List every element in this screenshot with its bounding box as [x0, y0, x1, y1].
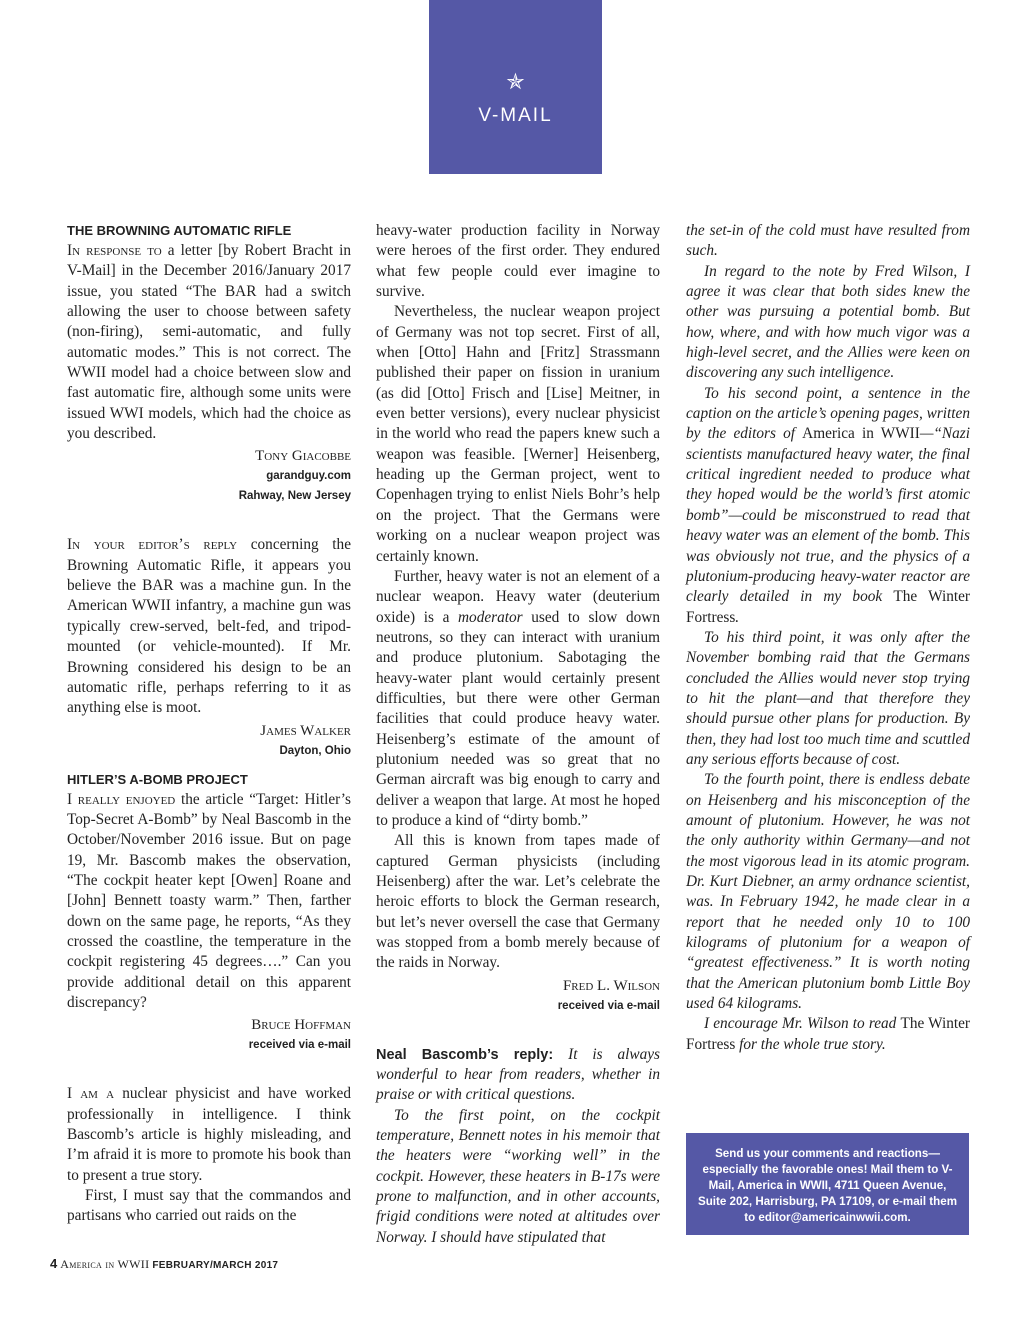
signature-website: garandguy.com [266, 470, 351, 483]
reply-paragraph: To the fourth point, there is endless debate on Heisenberg and his misconception of the amount of plutonium. However, he was not the only authority within Germany—and not the most vigorous lead in its atomic program. Dr. Kurt Diebner, an army ordnance scientist, was. In February 1942, he made clear in a report that he needed only 10 to 100 kilograms of plutonium for a weapon of “greatest effectiveness.” It is worth noting that the American plutonium bomb Little Boy used 64 kilograms. [686, 771, 970, 1013]
column-1 [67, 221, 351, 1227]
letter-paragraph: All this is known from tapes made of captured German physicists (including Heisenberg) after the war. Let’s celebrate the heroic efforts to block the German research, but let’s never oversell the case that Germany was stopped from a bomb merely because of the raids in Norway. [376, 832, 660, 972]
text-run: It is always wonderful to hear from readers, whether in praise or with critical questions. [376, 1045, 661, 1104]
reply-paragraph [686, 384, 970, 628]
reply-paragraph: the set-in of the cold must have resulted from such. [686, 222, 970, 260]
page-footer [50, 1256, 278, 1274]
signature-name: Tony Giacobbe [255, 448, 351, 465]
letter-body: concerning the Browning Automatic Rifle, it appears you believe the BAR was a machine gun. In the American WWII infantry, a machine gun was typically crew-served, belt-fed, and tripod-mounted (or vehicle-mounted). If Mr. Browning considered his design to be an automatic rifle, perhaps referring to it as anything else is moot. [67, 536, 351, 717]
letter-lead: I really enjoyed [67, 790, 176, 808]
letter-lead: In response to [67, 242, 162, 259]
reply-paragraph: To his third point, it was only after the November bombing raid that the Germans concluded the Allies would never stop trying to hit the plant—and that therefore they should pursue other plans for production. By then, they had lost too much time and scuttled any serious efforts because of cost. [686, 628, 970, 768]
page-number: 4 [50, 1256, 58, 1271]
column-3 [686, 221, 970, 1055]
text-run: used to slow down neutrons, so they can interact with uranium and produce plutonium. Sabotaging the heavy-water plant would certainly present difficulties, but there were other German facilities that could produce heavy water. Heisenberg’s estimate of the amount of plutonium needed was so great that no German aircraft was big enough to carry and deliver a weapon that large. At most he hoped to produce a kind of “dirty bomb.” [376, 608, 660, 829]
letter-paragraph: First, I must say that the commandos and partisans who carried out raids on the [67, 1187, 351, 1225]
column-2 [376, 221, 660, 1248]
book-title: The Winter Fortress [686, 1015, 970, 1053]
letter-paragraph [376, 567, 660, 831]
letter-walker [67, 535, 351, 718]
signature-source: received via e-mail [248, 1039, 351, 1052]
letter-lead: I am a [67, 1085, 115, 1103]
letter-hoffman [67, 790, 351, 1014]
signature-name: Bruce Hoffman [251, 1017, 351, 1034]
author-reply [376, 1045, 660, 1106]
letter-giacobbe [67, 241, 351, 444]
heading-abomb-project: HITLER’S A-BOMB PROJECT [67, 771, 248, 787]
letter-paragraph: Nevertheless, the nuclear weapon project of Germany was not top secret. First of all, when [Otto] Hahn and [Fritz] Strassmann published their paper on fission in uranium (as did [Otto] Frisch and [Lise] Meitner, in even better versions), every nuclear physicist in the world who read the papers knew such a weapon was feasible. [Werner] Heisenberg, heading up the German project, went to Copenhagen trying to enlist Niels Bohr’s help on the project. That the Germans were working on a nuclear weapon project was certainly known. [376, 303, 660, 565]
magazine-name: America in WWII [60, 1257, 150, 1271]
signature-location: Dayton, Ohio [279, 744, 351, 757]
text-run: —“Nazi scientists manufactured heavy water, the final critical ingredient needed to produce what they hoped would be the world’s first atomic bomb”—could be misconstrued to read that heavy water was an element of the bomb. This was obviously not true, and the physics of a plutonium-producing heavy-water reactor are clearly detailed in my book [686, 425, 970, 606]
text-run: for the whole true story. [735, 1035, 886, 1053]
signature-name: James Walker [260, 722, 351, 739]
letter-body: a letter [by Robert Bracht in V-Mail] in the December 2016/January 2017 issue, you stated “The BAR had a switch allowing the user to choose between safety (non-firing), semi-automatic, and fully automatic modes.” This is not correct. The WWII model had a choice between slow and fast automatic fire, although some units were issued WWI models, which had the choice as you described. [67, 242, 352, 443]
text-run: I encourage Mr. Wilson to read [704, 1015, 901, 1033]
star-icon: ✯ [506, 70, 525, 95]
letter-lead: In your editor’s reply [67, 536, 238, 554]
letter-body: nuclear physicist and have worked professionally in intelligence. I think Bascomb’s article is highly misleading, and I’m afraid it is more to promote his book than to present a true story. [67, 1085, 351, 1184]
emphasis-moderator: moderator [458, 608, 523, 626]
vmail-banner [429, 0, 602, 174]
reply-paragraph: To the first point, on the cockpit temperature, Bennett notes in his memoir that the heaters were “working well” in the cockpit. However, these heaters in B-17s were prone to malfunction, and in other accounts, frigid conditions were noted at altitudes over Norway. I should have stipulated that [376, 1106, 660, 1246]
signature-name: Fred L. Wilson [562, 977, 660, 994]
magazine-title: America in WWII [802, 425, 920, 443]
letter-body: the article “Target: Hitler’s Top-Secret A-Bomb” by Neal Bascomb in the October/November 2016 issue. But on page 19, Mr. Bascomb makes the observation, “The cockpit heater kept [Owen] Roane and [John] Bennett toasty warm.” Then, farther down on the same page, he reports, “As they crossed the coastline, the temperature in the cockpit registering 45 degrees….” Can you provide additional detail on this apparent discrepancy? [67, 790, 351, 1011]
letter-paragraph: heavy-water production facility in Norway were heroes of the first order. They endured what few people could ever imagine to survive. [376, 222, 660, 301]
reply-label: Neal Bascomb’s reply: [376, 1046, 554, 1063]
signature-location: Rahway, New Jersey [238, 490, 351, 503]
issue-date: FEBRUARY/MARCH 2017 [152, 1260, 279, 1271]
signature-source: received via e-mail [557, 999, 660, 1012]
reply-paragraph [686, 1014, 970, 1055]
text-run: . [735, 608, 740, 626]
letter-wilson-start [67, 1084, 351, 1186]
section-title: V-MAIL [478, 105, 553, 126]
book-title: The Winter Fortress [686, 588, 971, 626]
submission-info-box: Send us your comments and reactions—especially the favorable ones! Mail them to V-Mail, America in WWII, 4711 Queen Avenue, Suite 202, Harrisburg, PA 17109, or e-mail them to editor@americainwwii.com. [686, 1133, 969, 1235]
text-run: To his second point, a sentence in the caption on the article’s opening pages, written by the editors of [686, 384, 970, 443]
text-run: Further, heavy water is not an element of a nuclear weapon. Heavy water (deuterium oxide) is a [376, 567, 660, 626]
heading-browning-rifle: THE BROWNING AUTOMATIC RIFLE [67, 223, 292, 238]
reply-paragraph: In regard to the note by Fred Wilson, I agree it was clear that both sides knew the other was pursuing a potential bomb. But how, where, and with how much vigor was a high-level secret, and the Allies were keen on discovering any such intelligence. [686, 262, 970, 382]
